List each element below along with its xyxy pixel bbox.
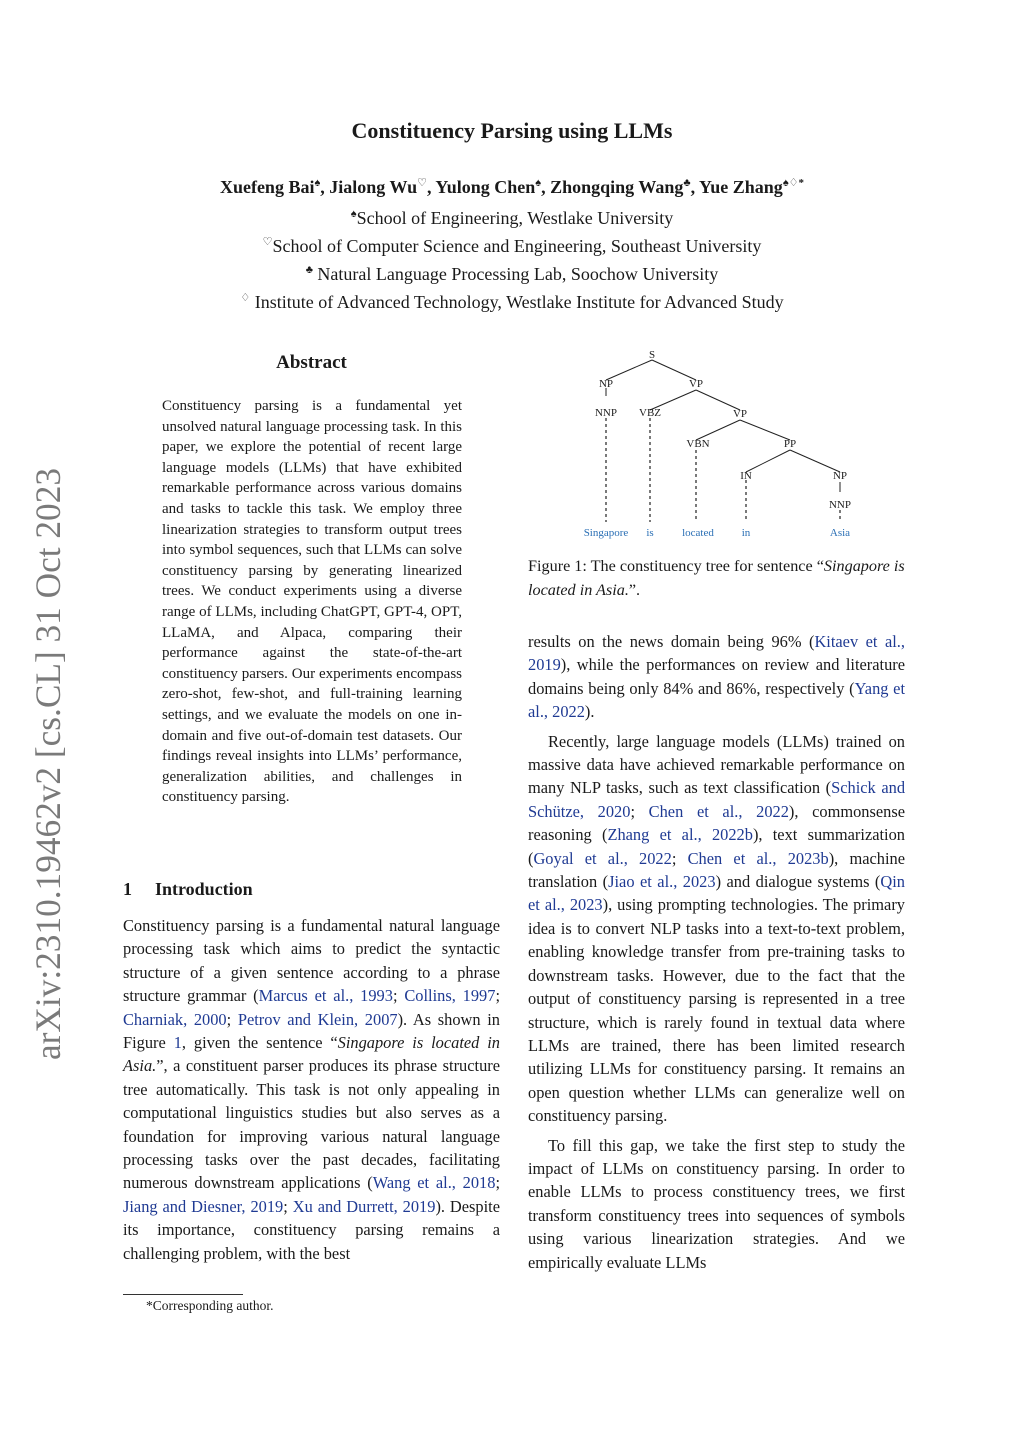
tree-node: NNP <box>594 407 618 419</box>
author-name: Xuefeng Bai <box>219 177 315 197</box>
paper-title: Constituency Parsing using LLMs <box>351 118 673 143</box>
citation-link[interactable]: Schick and Schütze, 2020 <box>528 778 906 821</box>
tree-node: PP <box>783 438 797 450</box>
citation-link[interactable]: Chen et al., 2022 <box>648 801 789 821</box>
text-segment: ; <box>671 848 688 868</box>
affiliation-text: School of Engineering, Westlake University <box>356 208 674 228</box>
constituency-tree-figure <box>570 344 910 544</box>
text-segment: ; <box>495 986 500 1006</box>
text-segment: ) and dialogue systems ( <box>715 872 881 892</box>
text-segment: ), machine translation ( <box>528 848 905 892</box>
affiliation-mark: ♠ <box>350 208 357 220</box>
affiliation <box>0 286 1024 314</box>
text-segment: ). <box>584 702 595 722</box>
tree-node: VBZ <box>639 407 661 419</box>
abstract-text: Constituency parsing is a fundamental yet unsolved natural language processing task. In this paper, we explore the potential of recent large language models (LLMs) that have exhibited remarkable performance across various domains and tasks to tackle this task. We employ three linearization strategies to transform output trees into symbol sequences, such that LLMs can solve constituency parsing by generating linearized trees. We conduct experiments using a diverse range of LLMs, including ChatGPT, GPT-4, OPT, LLaMA, and Alpaca, comparing their performance against the state-of-the-art constituency parsers. Our experiments encompass zero-shot, few-shot, and full-training learning settings, and we evaluate the models on one in-domain and five out-of-domain test datasets. Our findings reveal insights into LLMs’ performance, generalization abilities, and challenges in constituency parsing. <box>162 398 462 806</box>
text-segment: ), while the performances on review and literature domains being only 84% and 86%, respectively ( <box>528 655 905 698</box>
citation-link[interactable]: Goyal et al., 2022 <box>533 848 672 868</box>
citation-link[interactable]: Zhang et al., 2022b <box>607 825 753 845</box>
author-mark: ♡ <box>417 177 428 189</box>
tree-edge <box>746 450 790 472</box>
author-mark: ♠♢* <box>782 177 805 189</box>
tree-node: NNP <box>828 499 852 511</box>
text-segment: ; <box>392 986 405 1006</box>
paragraph: To fill this gap, we take the first step to study the impact of LLMs on constituency parsing. In order to enable LLMs to process constituency trees, we first transform constituency trees into sequences of symbols using various linearization strategies. And we empirically evaluate LLMs <box>528 1135 905 1272</box>
tree-edges <box>606 360 840 492</box>
author-name: Yue Zhang <box>698 177 783 197</box>
footnote: *Corresponding author. <box>146 1298 274 1313</box>
affiliation <box>0 202 1024 230</box>
arxiv-id: arXiv:2310.19462v2 [cs.CL] 31 Oct 2023 <box>28 456 68 1060</box>
arxiv-stamp <box>14 456 74 1060</box>
author-name: Yulong Chen <box>435 177 536 197</box>
text-segment: ; <box>283 1196 293 1216</box>
citation-link[interactable]: Petrov and Klein, 2007 <box>237 1009 398 1029</box>
intro-paragraph <box>123 914 500 1265</box>
figure-ref-link[interactable]: 1 <box>173 1033 182 1053</box>
affiliation-list <box>0 202 1024 314</box>
citation-link[interactable]: Marcus et al., 1993 <box>258 986 393 1006</box>
section-heading <box>123 879 253 900</box>
tree-node: VP <box>732 408 748 420</box>
footnote-rule <box>123 1294 243 1295</box>
author-mark: ♠ <box>314 177 321 189</box>
caption-text: ”. <box>628 580 641 599</box>
tree-node: NP <box>832 470 848 482</box>
author-list: Xuefeng Bai♠, Jialong Wu♡, Yulong Chen♠, Zhongqing Wang♣, Yue Zhang♠♢* <box>219 177 805 197</box>
right-column-text <box>528 630 905 1280</box>
tree-edge <box>606 360 652 380</box>
citation-link[interactable]: Jiang and Diesner, 2019 <box>123 1196 284 1216</box>
text-segment: ; <box>495 1173 500 1193</box>
text-segment: Constituency parsing is a fundamental natural language processing task which aims to predict the syntactic structure of a given sentence according to a phrase structure grammar ( <box>123 916 500 1006</box>
caption-example: Singapore is located in Asia. <box>528 557 905 599</box>
citation-link[interactable]: Charniak, 2000 <box>123 1009 227 1029</box>
affiliation-mark: ♡ <box>262 236 273 248</box>
text-segment: ), text summarization ( <box>528 825 905 868</box>
tree-node: VBN <box>686 438 710 450</box>
tree-leaf: located <box>682 527 714 539</box>
citation-link[interactable]: Kitaev et al., 2019 <box>528 632 905 675</box>
paragraph <box>528 630 905 724</box>
caption-text: Figure 1: The constituency tree for sentence “ <box>528 557 824 575</box>
text-segment: ). As shown in Figure <box>123 1009 500 1053</box>
section-title: Introduction <box>155 879 253 899</box>
tree-node: NP <box>598 378 614 390</box>
affiliation-text: Natural Language Processing Lab, Soochow University <box>312 264 719 284</box>
affiliation-mark: ♣ <box>305 264 313 276</box>
citation-link[interactable]: Collins, 1997 <box>404 986 496 1006</box>
tree-leaf-links <box>606 418 840 522</box>
tree-leaf: is <box>646 527 654 539</box>
citation-link[interactable]: Xu and Durrett, 2019 <box>292 1196 436 1216</box>
text-segment: ), commonsense reasoning ( <box>528 801 906 845</box>
citation-link[interactable]: Jiao et al., 2023 <box>608 872 716 892</box>
citation-link[interactable]: Qin et al., 2023 <box>528 872 905 915</box>
text-segment: ; <box>226 1009 238 1029</box>
citation-link[interactable]: Wang et al., 2018 <box>372 1173 496 1193</box>
tree-node: VP <box>688 378 704 390</box>
text-segment: ”, a constituent parser produces its phrase structure tree automatically. This task is not only appealing in computational linguistics studies but also serves as a foundation for improving various natural language processing tasks over the past decades, facilitating numerous downstream applications ( <box>123 1056 500 1193</box>
example-sentence: Singapore is located in Asia. <box>123 1033 500 1076</box>
tree-edge <box>652 360 696 380</box>
tree-edge <box>740 420 790 440</box>
text-segment: results on the news domain being 96% ( <box>528 632 815 651</box>
text-segment: ), using prompting technologies. The primary idea is to convert NLP tasks into a text-to-text problem, enabling knowledge transfer from pre-training tasks to downstream tasks. However, due to the fact that the output of constituency parsing is represented in a tree structure, which is rarely found in textual data where LLMs are trained, there has been limited research utilizing LLMs for constituency parsing. It remains an open question whether LLMs can generalize well on constituency parsing. <box>528 895 905 1126</box>
affiliation-text: Institute of Advanced Technology, Westlake Institute for Advanced Study <box>250 292 784 312</box>
citation-link[interactable]: Yang et al., 2022 <box>528 678 905 722</box>
affiliation <box>0 230 1024 258</box>
author-name: Jialong Wu <box>329 177 418 197</box>
affiliation <box>0 258 1024 286</box>
tree-leaf: Singapore <box>583 527 629 539</box>
abstract-heading: Abstract <box>276 352 347 373</box>
text-segment: ; <box>630 801 649 821</box>
affiliation-mark: ♢ <box>240 292 251 304</box>
text-segment: , given the sentence “ <box>181 1033 338 1053</box>
paragraph <box>528 730 905 1128</box>
author-mark: ♠ <box>535 177 542 189</box>
text-segment: Recently, large language models (LLMs) trained on massive data have achieved remarkable performance on many NLP tasks, such as text classification ( <box>528 731 905 798</box>
author-mark: ♣ <box>683 177 691 189</box>
figure-caption <box>528 555 906 602</box>
tree-edge <box>696 390 740 410</box>
tree-leaf: Asia <box>829 527 851 539</box>
tree-edge <box>696 420 740 440</box>
text-segment: ). Despite its importance, constituency parsing remains a challenging problem, with the best <box>123 1196 500 1263</box>
citation-link[interactable]: Chen et al., 2023b <box>687 848 829 868</box>
tree-edge <box>790 450 840 472</box>
tree-node: IN <box>740 470 752 482</box>
tree-leaf: in <box>741 527 751 539</box>
affiliation-text: School of Computer Science and Engineering, Southeast University <box>272 236 762 256</box>
author-name: Zhongqing Wang <box>550 177 684 197</box>
section-number: 1 <box>123 879 132 899</box>
tree-node: S <box>648 349 656 361</box>
